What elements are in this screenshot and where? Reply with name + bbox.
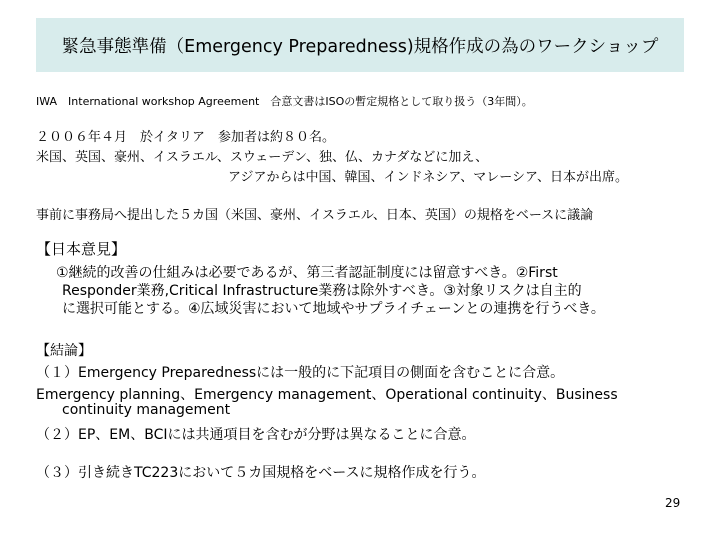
japan-opinion-line-2: Responder業務,Critical Infrastructure業務は除外すべき。③対象リスクは自主的 xyxy=(62,283,582,299)
japan-opinion-heading: 【日本意見】 xyxy=(36,240,127,258)
japan-opinion-line-3: に選択可能とする。④広域災害において地域やサプライチェーンとの連携を行うべき。 xyxy=(62,301,605,317)
base-line: 事前に事務局へ提出した５カ国（米国、豪州、イスラエル、日本、英国）の規格をベースに議論 xyxy=(36,208,594,223)
conclusion-item-3: （３）引き続きTC223において５カ国規格をベースに規格作成を行う。 xyxy=(36,465,486,481)
conclusion-item-1-detail-b: continuity management xyxy=(62,402,231,418)
japan-opinion-line-1: ①継続的改善の仕組みは必要であるが、第三者認証制度には留意すべき。②First xyxy=(56,265,558,281)
conclusion-item-2: （２）EP、EM、BCIには共通項目を含むが分野は異なることに合意。 xyxy=(36,427,476,443)
page-number: 29 xyxy=(665,496,681,510)
conclusion-item-1-detail-a: Emergency planning、Emergency management、Operational continuity、Business xyxy=(36,387,618,403)
iwa-line: IWA International workshop Agreement 合意文書はISOの暫定規格として取り扱う（3年間）。 xyxy=(36,95,533,108)
title-banner xyxy=(36,18,684,72)
conclusion-item-1: （１）Emergency Preparednessには一般的に下記項目の側面を含むことに合意。 xyxy=(36,365,565,381)
meeting-line-3: アジアからは中国、韓国、インドネシア、マレーシア、日本が出席。 xyxy=(228,170,629,185)
meeting-line-2: 米国、英国、豪州、イスラエル、スウェーデン、独、仏、カナダなどに加え、 xyxy=(36,150,489,165)
meeting-line-1: ２００６年４月 於イタリア 参加者は約８０名。 xyxy=(36,130,336,145)
slide-title: 緊急事態準備（Emergency Preparedness)規格作成の為のワークショップ xyxy=(61,36,659,57)
conclusion-heading: 【結論】 xyxy=(36,343,92,359)
